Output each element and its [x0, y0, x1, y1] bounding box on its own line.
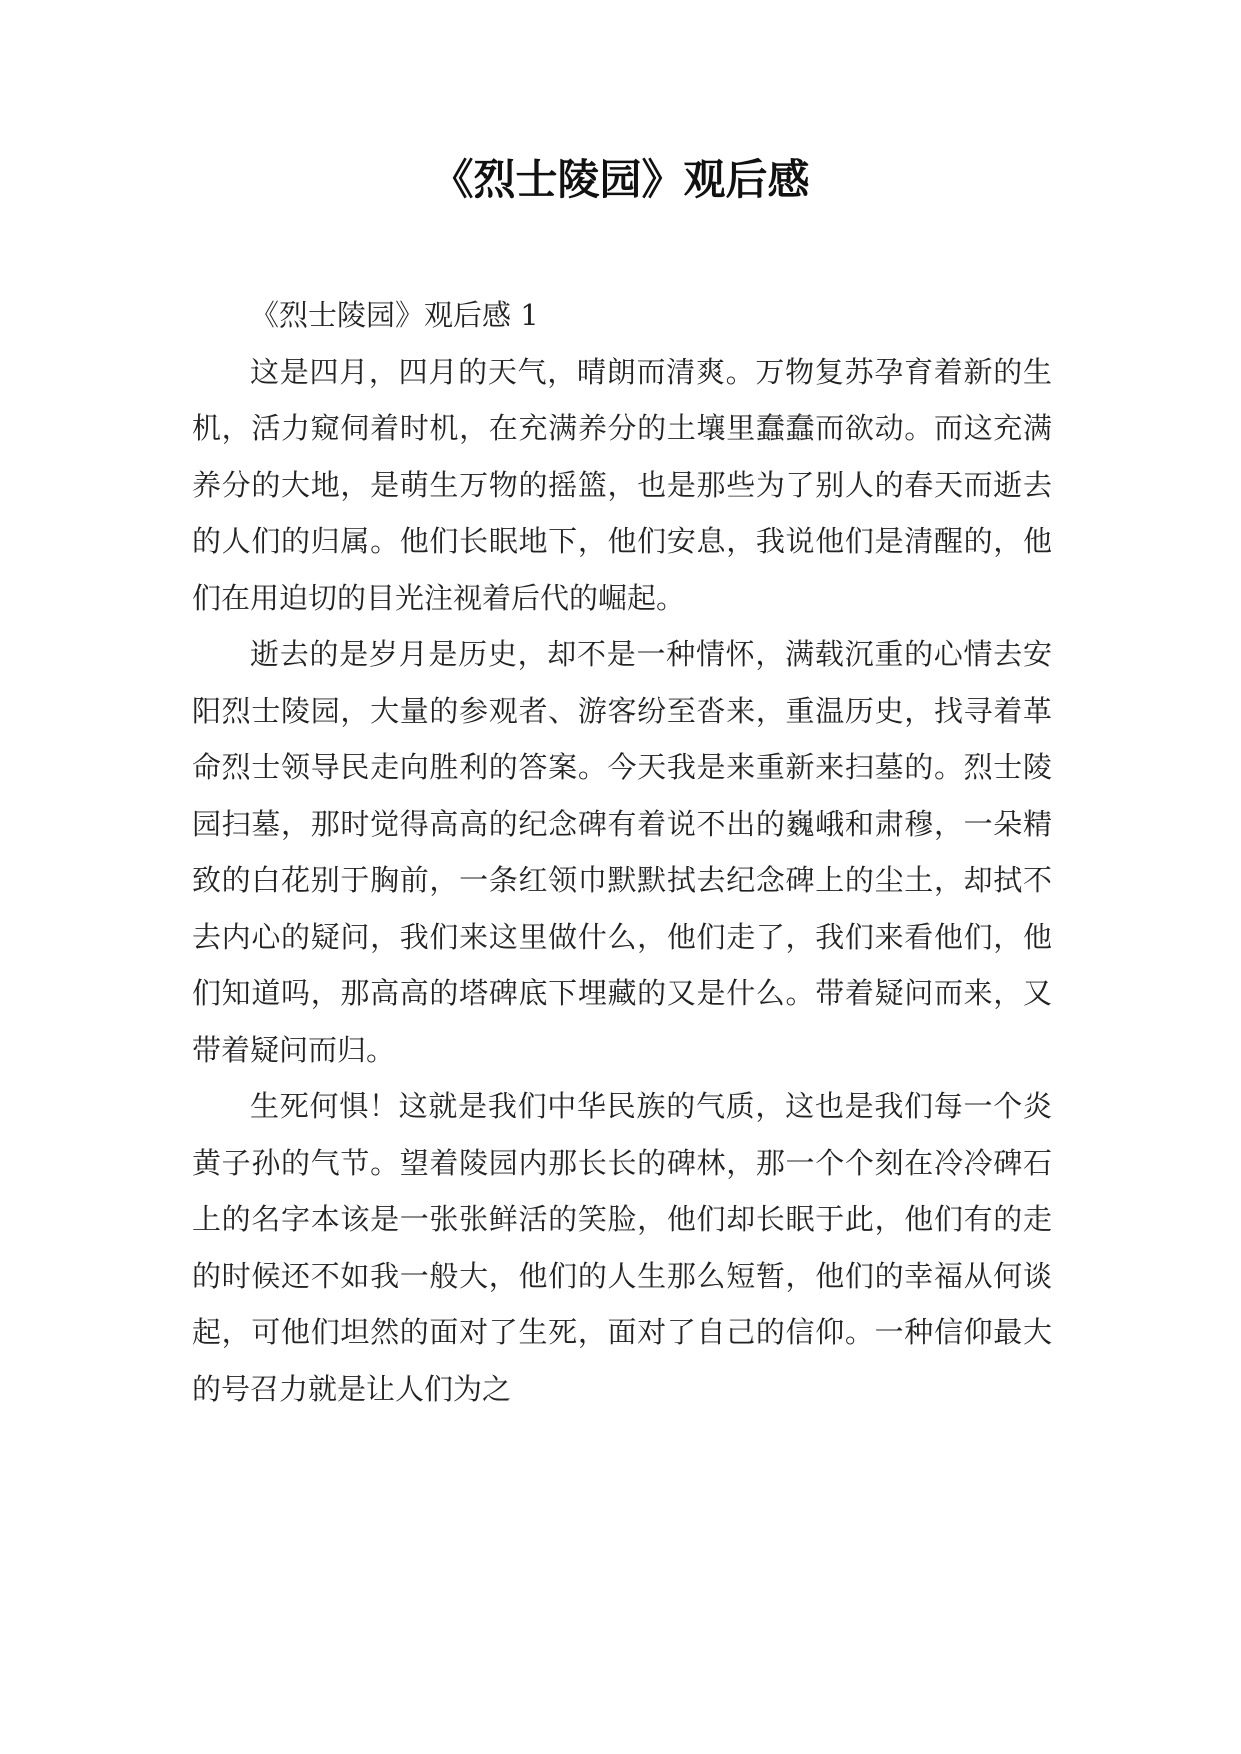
- paragraph-2: 逝去的是岁月是历史，却不是一种情怀，满载沉重的心情去安阳烈士陵园，大量的参观者、游客纷至沓来，重温历史，找寻着革命烈士领导民走向胜利的答案。今天我是来重新来扫墓的。烈士陵园扫墓，那时觉得高高的纪念碑有着说不出的巍峨和肃穆，一朵精致的白花别于胸前，一条红领巾默默拭去纪念碑上的尘土，却拭不去内心的疑问，我们来这里做什么，他们走了，我们来看他们，他们知道吗，那高高的塔碑底下埋藏的又是什么。带着疑问而来，又带着疑问而归。: [192, 637, 1052, 1067]
- paragraph-3: 生死何惧！这就是我们中华民族的气质，这也是我们每一个炎黄子孙的气节。望着陵园内那长长的碑林，那一个个刻在冷冷碑石上的名字本该是一张张鲜活的笑脸，他们却长眠于此，他们有的走的时候还不如我一般大，他们的人生那么短暂，他们的幸福从何谈起，可他们坦然的面对了生死，面对了自己的信仰。一种信仰最大的号召力就是让人们为之: [192, 1089, 1052, 1406]
- paragraph-1: 这是四月，四月的天气，晴朗而清爽。万物复苏孕育着新的生机，活力窥伺着时机，在充满养分的土壤里蠢蠢而欲动。而这充满养分的大地，是萌生万物的摇篮，也是那些为了别人的春天而逝去的人们的归属。他们长眠地下，他们安息，我说他们是清醒的，他们在用迫切的目光注视着后代的崛起。: [192, 354, 1052, 615]
- document-title: 《烈士陵园》观后感: [431, 155, 810, 204]
- document-body: [192, 287, 1052, 1417]
- section-heading: 《烈士陵园》观后感 1: [250, 298, 539, 332]
